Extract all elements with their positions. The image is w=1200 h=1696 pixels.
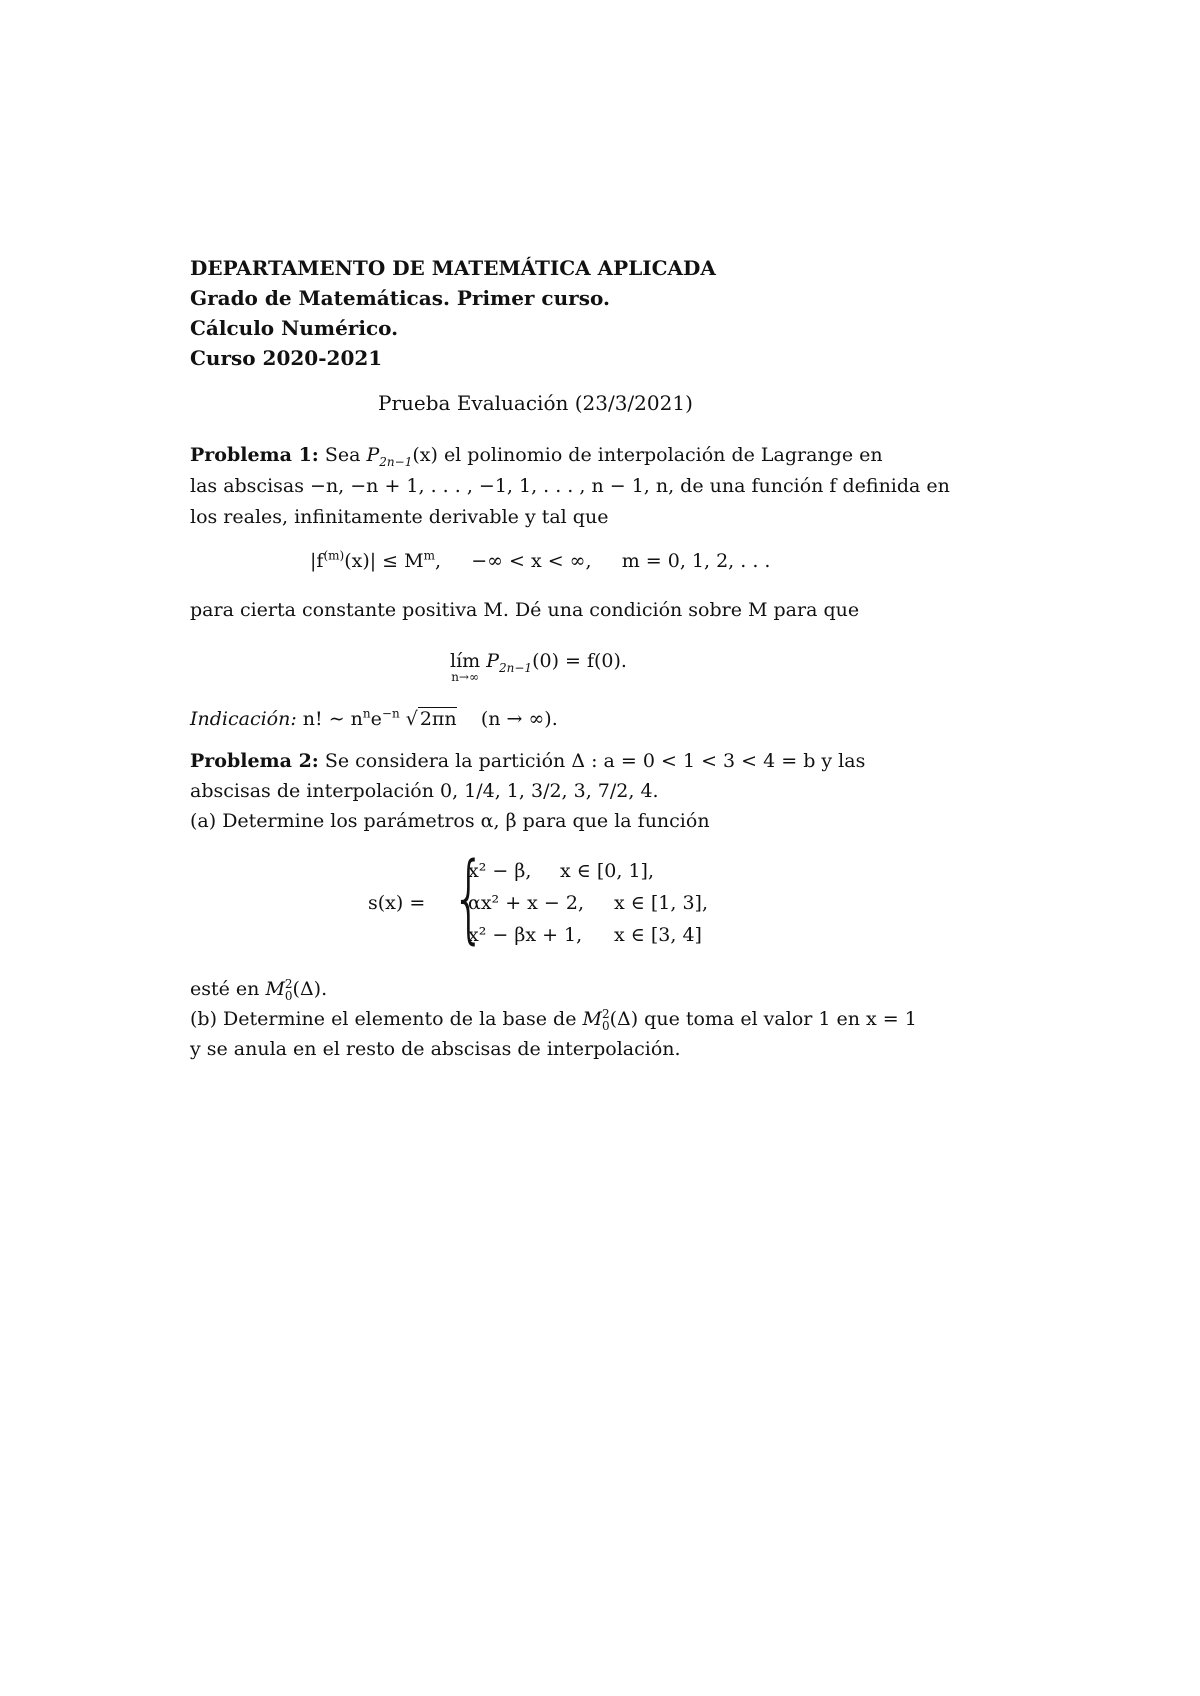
problem2-line1	[190, 750, 865, 773]
space-scripts	[285, 978, 293, 1002]
problem2-line6: y se anula en el resto de abscisas de interpolación.	[190, 1038, 681, 1060]
eq1-sup-m: (m)	[323, 548, 345, 563]
eq1-part-a: |f	[310, 550, 324, 572]
line4-text-a: esté en	[190, 978, 266, 1000]
hint-part-b: e	[370, 708, 382, 730]
line4-text-b: (Δ).	[292, 978, 328, 1000]
space-symbol-M-2: M	[582, 1008, 602, 1030]
space-sub: 0	[284, 989, 293, 1003]
lim-word: lím	[450, 650, 481, 672]
problem2-label: Problema 2:	[190, 750, 319, 772]
hint-part-a: n! ∼ n	[296, 708, 363, 730]
problem1-text-a: Sea	[318, 444, 367, 466]
line5-text-b: (Δ) que toma el valor 1 en x = 1	[609, 1008, 917, 1030]
eq1-sup-m2: m	[423, 548, 435, 563]
space-sup: 2	[284, 977, 293, 991]
problem1-text-b: (x) el polinomio de interpolación de Lagrange en	[412, 444, 883, 466]
limit-equation	[450, 650, 627, 684]
hint-part-c: (n → ∞).	[480, 708, 558, 730]
case1-expr: x² − β,	[468, 860, 532, 882]
eq1-part-c: , −∞ < x < ∞, m = 0, 1, 2, . . .	[434, 550, 771, 572]
lim-operator	[450, 650, 480, 684]
space-sub-2: 0	[601, 1019, 610, 1033]
space-scripts-2	[602, 1008, 610, 1032]
degree-line: Grado de Matemáticas. Primer curso.	[190, 286, 610, 310]
polynomial-symbol: P	[366, 444, 380, 466]
problem1-label: Problema 1:	[190, 444, 319, 466]
hint-sqrt: 2πn	[419, 708, 457, 730]
problem2-line4	[190, 978, 327, 1002]
space-sup-2: 2	[601, 1007, 610, 1021]
polynomial-degree: 2n−1	[379, 454, 413, 469]
case3-expr: x² − βx + 1,	[468, 924, 583, 946]
eq1-part-b: (x)| ≤ M	[344, 550, 424, 572]
exam-title: Prueba Evaluación (23/3/2021)	[378, 391, 693, 415]
line5-text-a: (b) Determine el elemento de la base de	[190, 1008, 583, 1030]
piecewise-lhs: s(x) =	[368, 892, 426, 914]
case2-domain: x ∈ [1, 3],	[614, 892, 708, 914]
case1-domain: x ∈ [0, 1],	[560, 860, 654, 882]
problem1-line3: los reales, infinitamente derivable y tal que	[190, 506, 609, 528]
space-symbol-M: M	[265, 978, 285, 1000]
lim-polynomial-degree: 2n−1	[499, 660, 533, 675]
lim-rest: (0) = f(0).	[532, 650, 627, 672]
problem2-line5	[190, 1008, 917, 1032]
problem1-line2: las abscisas −n, −n + 1, . . . , −1, 1, . . . , n − 1, n, de una función f definida en	[190, 475, 950, 497]
problem2-line2: abscisas de interpolación 0, 1/4, 1, 3/2, 3, 7/2, 4.	[190, 780, 659, 802]
department-heading: DEPARTAMENTO DE MATEMÁTICA APLICADA	[190, 256, 716, 280]
hint-sup-minus-n: −n	[381, 706, 400, 721]
lim-polynomial-symbol: P	[486, 650, 500, 672]
case2-expr: αx² + x − 2,	[468, 892, 585, 914]
lim-subscript: n→∞	[451, 670, 479, 684]
case3-domain: x ∈ [3, 4]	[614, 924, 702, 946]
problem2-text: Se considera la partición Δ : a = 0 < 1 < 3 < 4 = b y las	[318, 750, 866, 772]
problem1-line4: para cierta constante positiva M. Dé una condición sobre M para que	[190, 599, 860, 621]
hint-line: Indicación: n! ∼ $n^ne^{-n}$ √ 2πn (n → ∞).	[190, 706, 558, 730]
problem2-line3: (a) Determine los parámetros α, β para que la función	[190, 810, 710, 832]
problem1-line1	[190, 444, 883, 467]
hint-label: Indicación:	[190, 708, 297, 730]
hint-sup-n: n	[362, 706, 371, 721]
course-year-line: Curso 2020-2021	[190, 346, 383, 370]
subject-line: Cálculo Numérico.	[190, 316, 399, 340]
derivative-bound-equation	[310, 550, 770, 573]
left-brace: {	[452, 842, 486, 954]
